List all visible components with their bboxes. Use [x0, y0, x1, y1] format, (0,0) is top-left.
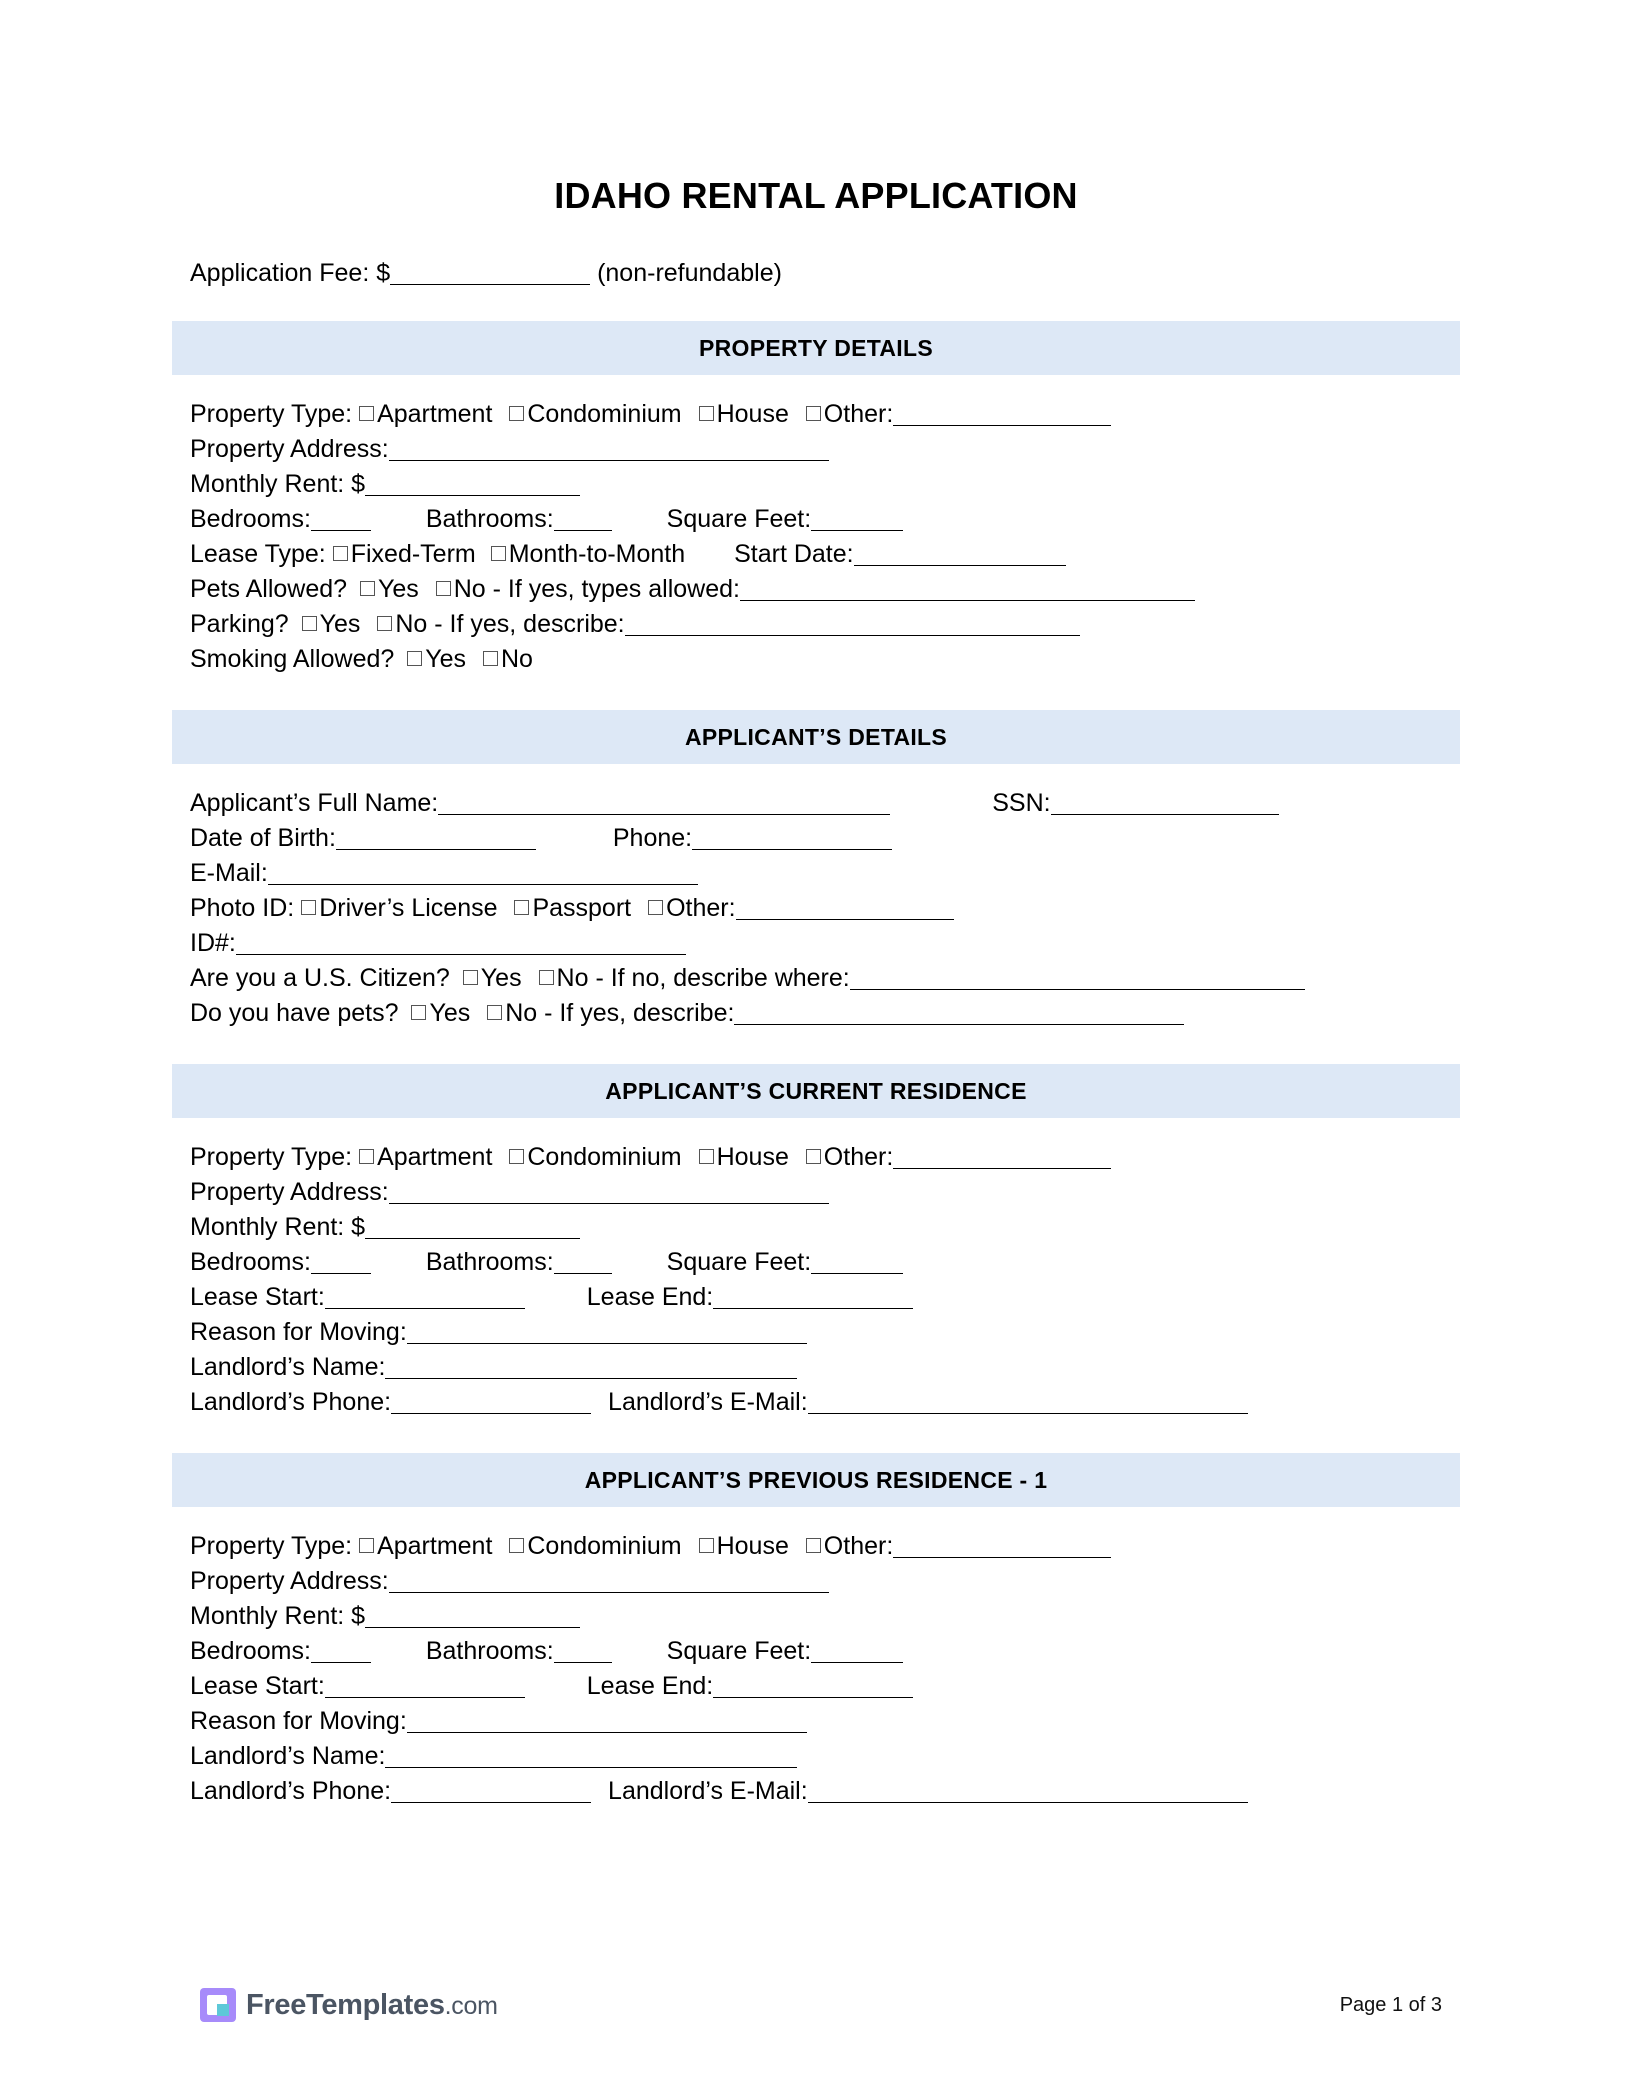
checkbox-previous-house[interactable]: [699, 1538, 714, 1553]
application-fee-label: Application Fee: $: [190, 259, 391, 287]
option-apartment-label: Apartment: [377, 400, 493, 428]
previous-property-type-label: Property Type:: [190, 1532, 353, 1560]
lease-type-label: Lease Type:: [190, 540, 326, 568]
option-applicant-pets-no-label: No - If yes, describe:: [505, 999, 735, 1027]
previous-address-label: Property Address:: [190, 1567, 389, 1595]
bedrooms-label: Bedrooms:: [190, 505, 311, 533]
property-address-input[interactable]: [389, 436, 829, 461]
option-smoking-no-label: No: [501, 645, 533, 673]
option-smoking-yes-label: Yes: [425, 645, 467, 673]
current-landlord-phone-input[interactable]: [391, 1389, 591, 1414]
previous-landlord-phone-input[interactable]: [391, 1778, 591, 1803]
option-citizen-no-label: No - If no, describe where:: [556, 964, 850, 992]
pets-allowed-label: Pets Allowed?: [190, 575, 348, 603]
current-bedrooms-label: Bedrooms:: [190, 1248, 311, 1276]
option-current-apartment-label: Apartment: [377, 1143, 493, 1171]
checkbox-apartment[interactable]: [359, 406, 374, 421]
checkbox-applicant-pets-no[interactable]: [487, 1005, 502, 1020]
previous-reason-moving-input[interactable]: [407, 1708, 807, 1733]
email-label: E-Mail:: [190, 859, 268, 887]
option-applicant-pets-yes-label: Yes: [429, 999, 471, 1027]
current-bathrooms-input[interactable]: [554, 1249, 612, 1274]
previous-reason-moving-label: Reason for Moving:: [190, 1707, 407, 1735]
checkbox-month-to-month[interactable]: [491, 546, 506, 561]
option-other-label: Other:: [823, 400, 894, 428]
current-landlord-contact-row: [190, 1385, 1632, 1420]
brand-logo-link[interactable]: [200, 1988, 498, 2022]
current-bathrooms-label: Bathrooms:: [425, 1248, 554, 1276]
section-header-property-details: [172, 321, 1460, 375]
previous-bedrooms-input[interactable]: [311, 1638, 371, 1663]
checkbox-citizen-yes[interactable]: [463, 970, 478, 985]
checkbox-house[interactable]: [699, 406, 714, 421]
section-body-previous-residence-1: [0, 1529, 1632, 1809]
option-current-house-label: House: [716, 1143, 789, 1171]
ssn-input[interactable]: [1051, 790, 1279, 815]
previous-landlord-email-input[interactable]: [808, 1778, 1248, 1803]
section-body-applicant-details: [0, 786, 1632, 1031]
checkbox-current-apartment[interactable]: [359, 1149, 374, 1164]
page-number: Page 1 of 3: [1339, 1994, 1442, 2016]
current-lease-start-input[interactable]: [325, 1284, 525, 1309]
property-type-row: [190, 397, 1632, 432]
checkbox-current-house[interactable]: [699, 1149, 714, 1164]
current-address-input[interactable]: [389, 1179, 829, 1204]
previous-property-type-other-input[interactable]: [893, 1533, 1111, 1558]
checkbox-previous-condominium[interactable]: [509, 1538, 524, 1553]
previous-square-feet-input[interactable]: [811, 1638, 903, 1663]
current-property-type-label: Property Type:: [190, 1143, 353, 1171]
applicant-pets-row: [190, 996, 1632, 1031]
current-rent-row: [190, 1210, 1632, 1245]
current-lease-end-input[interactable]: [713, 1284, 913, 1309]
previous-landlord-name-input[interactable]: [385, 1743, 797, 1768]
square-feet-input[interactable]: [811, 506, 903, 531]
option-photo-id-other-label: Other:: [666, 894, 736, 922]
current-lease-end-label: Lease End:: [586, 1283, 714, 1311]
dob-phone-row: [190, 821, 1632, 856]
previous-square-feet-label: Square Feet:: [666, 1637, 812, 1665]
checkbox-condominium[interactable]: [509, 406, 524, 421]
previous-landlord-email-label: Landlord’s E-Mail:: [608, 1777, 808, 1805]
previous-rent-label: Monthly Rent: $: [190, 1602, 366, 1630]
square-feet-label: Square Feet:: [666, 505, 812, 533]
full-name-label: Applicant’s Full Name:: [190, 789, 439, 817]
previous-lease-dates-row: [190, 1669, 1632, 1704]
monthly-rent-row: [190, 467, 1632, 502]
page-title: IDAHO RENTAL APPLICATION: [554, 175, 1078, 216]
current-property-type-row: [190, 1140, 1632, 1175]
section-body-property-details: [0, 397, 1632, 677]
citizen-describe-input[interactable]: [850, 965, 1305, 990]
checkbox-applicant-pets-yes[interactable]: [411, 1005, 426, 1020]
parking-row: [190, 607, 1632, 642]
option-month-to-month-label: Month-to-Month: [508, 540, 686, 568]
current-landlord-name-label: Landlord’s Name:: [190, 1353, 386, 1381]
citizen-row: [190, 961, 1632, 996]
option-citizen-yes-label: Yes: [480, 964, 522, 992]
dob-label: Date of Birth:: [190, 824, 336, 852]
ssn-label: SSN:: [992, 789, 1051, 817]
property-type-other-input[interactable]: [893, 401, 1111, 426]
start-date-input[interactable]: [854, 541, 1066, 566]
pets-types-input[interactable]: [740, 576, 1195, 601]
option-previous-apartment-label: Apartment: [377, 1532, 493, 1560]
current-reason-moving-label: Reason for Moving:: [190, 1318, 407, 1346]
checkbox-parking-no[interactable]: [377, 616, 392, 631]
checkbox-drivers-license[interactable]: [301, 900, 316, 915]
phone-input[interactable]: [692, 825, 892, 850]
section-title: APPLICANT’S DETAILS: [684, 723, 948, 750]
option-parking-yes-label: Yes: [319, 610, 361, 638]
section-header-current-residence: [172, 1064, 1460, 1118]
option-current-other-label: Other:: [823, 1143, 894, 1171]
checkbox-pets-yes[interactable]: [360, 581, 375, 596]
pets-allowed-row: [190, 572, 1632, 607]
lease-type-row: [190, 537, 1632, 572]
freetemplates-logo-icon: [200, 1988, 236, 2022]
applicant-pets-describe-input[interactable]: [734, 1000, 1184, 1025]
id-number-label: ID#:: [190, 929, 236, 957]
applicant-pets-label: Do you have pets?: [190, 999, 399, 1027]
previous-bathrooms-input[interactable]: [554, 1638, 612, 1663]
option-current-condominium-label: Condominium: [527, 1143, 682, 1171]
property-type-label: Property Type:: [190, 400, 353, 428]
checkbox-previous-apartment[interactable]: [359, 1538, 374, 1553]
current-square-feet-input[interactable]: [811, 1249, 903, 1274]
full-name-input[interactable]: [438, 790, 890, 815]
current-square-feet-label: Square Feet:: [666, 1248, 812, 1276]
option-house-label: House: [716, 400, 789, 428]
rooms-row: [190, 502, 1632, 537]
option-fixed-term-label: Fixed-Term: [350, 540, 476, 568]
previous-reason-moving-row: [190, 1704, 1632, 1739]
option-previous-other-label: Other:: [823, 1532, 894, 1560]
checkbox-passport[interactable]: [514, 900, 529, 915]
smoking-label: Smoking Allowed?: [190, 645, 395, 673]
bedrooms-input[interactable]: [311, 506, 371, 531]
parking-describe-input[interactable]: [625, 611, 1080, 636]
option-passport-label: Passport: [532, 894, 632, 922]
current-rent-label: Monthly Rent: $: [190, 1213, 366, 1241]
current-rooms-row: [190, 1245, 1632, 1280]
previous-landlord-phone-label: Landlord’s Phone:: [190, 1777, 392, 1805]
option-condominium-label: Condominium: [527, 400, 682, 428]
previous-lease-start-input[interactable]: [325, 1673, 525, 1698]
option-previous-house-label: House: [716, 1532, 789, 1560]
bathrooms-label: Bathrooms:: [425, 505, 554, 533]
previous-lease-end-label: Lease End:: [586, 1672, 714, 1700]
email-input[interactable]: [268, 860, 698, 885]
id-number-input[interactable]: [236, 930, 686, 955]
current-landlord-email-label: Landlord’s E-Mail:: [608, 1388, 808, 1416]
current-property-type-other-input[interactable]: [893, 1144, 1111, 1169]
checkbox-current-other[interactable]: [806, 1149, 821, 1164]
previous-lease-start-label: Lease Start:: [190, 1672, 325, 1700]
start-date-label: Start Date:: [734, 540, 854, 568]
section-body-current-residence: [0, 1140, 1632, 1420]
option-parking-no-label: No - If yes, describe:: [395, 610, 625, 638]
option-pets-yes-label: Yes: [378, 575, 419, 603]
brand-name: [246, 1989, 498, 2022]
current-address-row: [190, 1175, 1632, 1210]
current-landlord-phone-label: Landlord’s Phone:: [190, 1388, 392, 1416]
photo-id-label: Photo ID:: [190, 894, 295, 922]
checkbox-smoking-yes[interactable]: [407, 651, 422, 666]
previous-address-row: [190, 1564, 1632, 1599]
previous-bedrooms-label: Bedrooms:: [190, 1637, 311, 1665]
current-address-label: Property Address:: [190, 1178, 389, 1206]
previous-property-type-row: [190, 1529, 1632, 1564]
checkbox-parking-yes[interactable]: [302, 616, 317, 631]
id-number-row: [190, 926, 1632, 961]
checkbox-current-condominium[interactable]: [509, 1149, 524, 1164]
photo-id-other-input[interactable]: [736, 895, 954, 920]
smoking-row: [190, 642, 1632, 677]
checkbox-previous-other[interactable]: [806, 1538, 821, 1553]
property-address-row: [190, 432, 1632, 467]
property-address-label: Property Address:: [190, 435, 389, 463]
current-bedrooms-input[interactable]: [311, 1249, 371, 1274]
previous-landlord-name-label: Landlord’s Name:: [190, 1742, 386, 1770]
photo-id-row: [190, 891, 1632, 926]
section-header-previous-residence-1: [172, 1453, 1460, 1507]
current-rent-input[interactable]: [365, 1214, 580, 1239]
previous-rooms-row: [190, 1634, 1632, 1669]
option-previous-condominium-label: Condominium: [527, 1532, 682, 1560]
previous-landlord-contact-row: [190, 1774, 1632, 1809]
current-reason-moving-row: [190, 1315, 1632, 1350]
previous-landlord-name-row: [190, 1739, 1632, 1774]
checkbox-citizen-no[interactable]: [539, 970, 554, 985]
phone-label: Phone:: [612, 824, 693, 852]
brand-suffix-text: .com: [444, 1991, 498, 2020]
current-lease-dates-row: [190, 1280, 1632, 1315]
current-reason-moving-input[interactable]: [407, 1319, 807, 1344]
parking-label: Parking?: [190, 610, 289, 638]
dob-input[interactable]: [336, 825, 536, 850]
email-row: [190, 856, 1632, 891]
option-pets-no-label: No - If yes, types allowed:: [453, 575, 740, 603]
application-fee-note: (non-refundable): [597, 259, 782, 287]
brand-name-text: FreeTemplates: [246, 1988, 445, 2021]
previous-rent-input[interactable]: [365, 1603, 580, 1628]
bathrooms-input[interactable]: [554, 506, 612, 531]
citizen-label: Are you a U.S. Citizen?: [190, 964, 450, 992]
checkbox-fixed-term[interactable]: [333, 546, 348, 561]
monthly-rent-input[interactable]: [365, 471, 580, 496]
section-header-applicant-details: [172, 710, 1460, 764]
previous-rent-row: [190, 1599, 1632, 1634]
checkbox-photo-id-other[interactable]: [648, 900, 663, 915]
application-fee-line: [0, 217, 1632, 288]
previous-lease-end-input[interactable]: [713, 1673, 913, 1698]
current-landlord-name-row: [190, 1350, 1632, 1385]
previous-address-input[interactable]: [389, 1568, 829, 1593]
checkbox-smoking-no[interactable]: [483, 651, 498, 666]
section-title: APPLICANT’S CURRENT RESIDENCE: [605, 1077, 1027, 1104]
current-lease-start-label: Lease Start:: [190, 1283, 325, 1311]
current-landlord-email-input[interactable]: [808, 1389, 1248, 1414]
monthly-rent-label: Monthly Rent: $: [190, 470, 366, 498]
section-title: PROPERTY DETAILS: [699, 334, 933, 361]
section-title: APPLICANT’S PREVIOUS RESIDENCE - 1: [584, 1466, 1048, 1493]
checkbox-other[interactable]: [806, 406, 821, 421]
option-drivers-license-label: Driver’s License: [319, 894, 498, 922]
current-landlord-name-input[interactable]: [385, 1354, 797, 1379]
previous-bathrooms-label: Bathrooms:: [425, 1637, 554, 1665]
full-name-row: [190, 786, 1632, 821]
checkbox-pets-no[interactable]: [436, 581, 451, 596]
page-footer: [0, 1982, 1632, 2022]
application-fee-input[interactable]: [390, 260, 590, 285]
